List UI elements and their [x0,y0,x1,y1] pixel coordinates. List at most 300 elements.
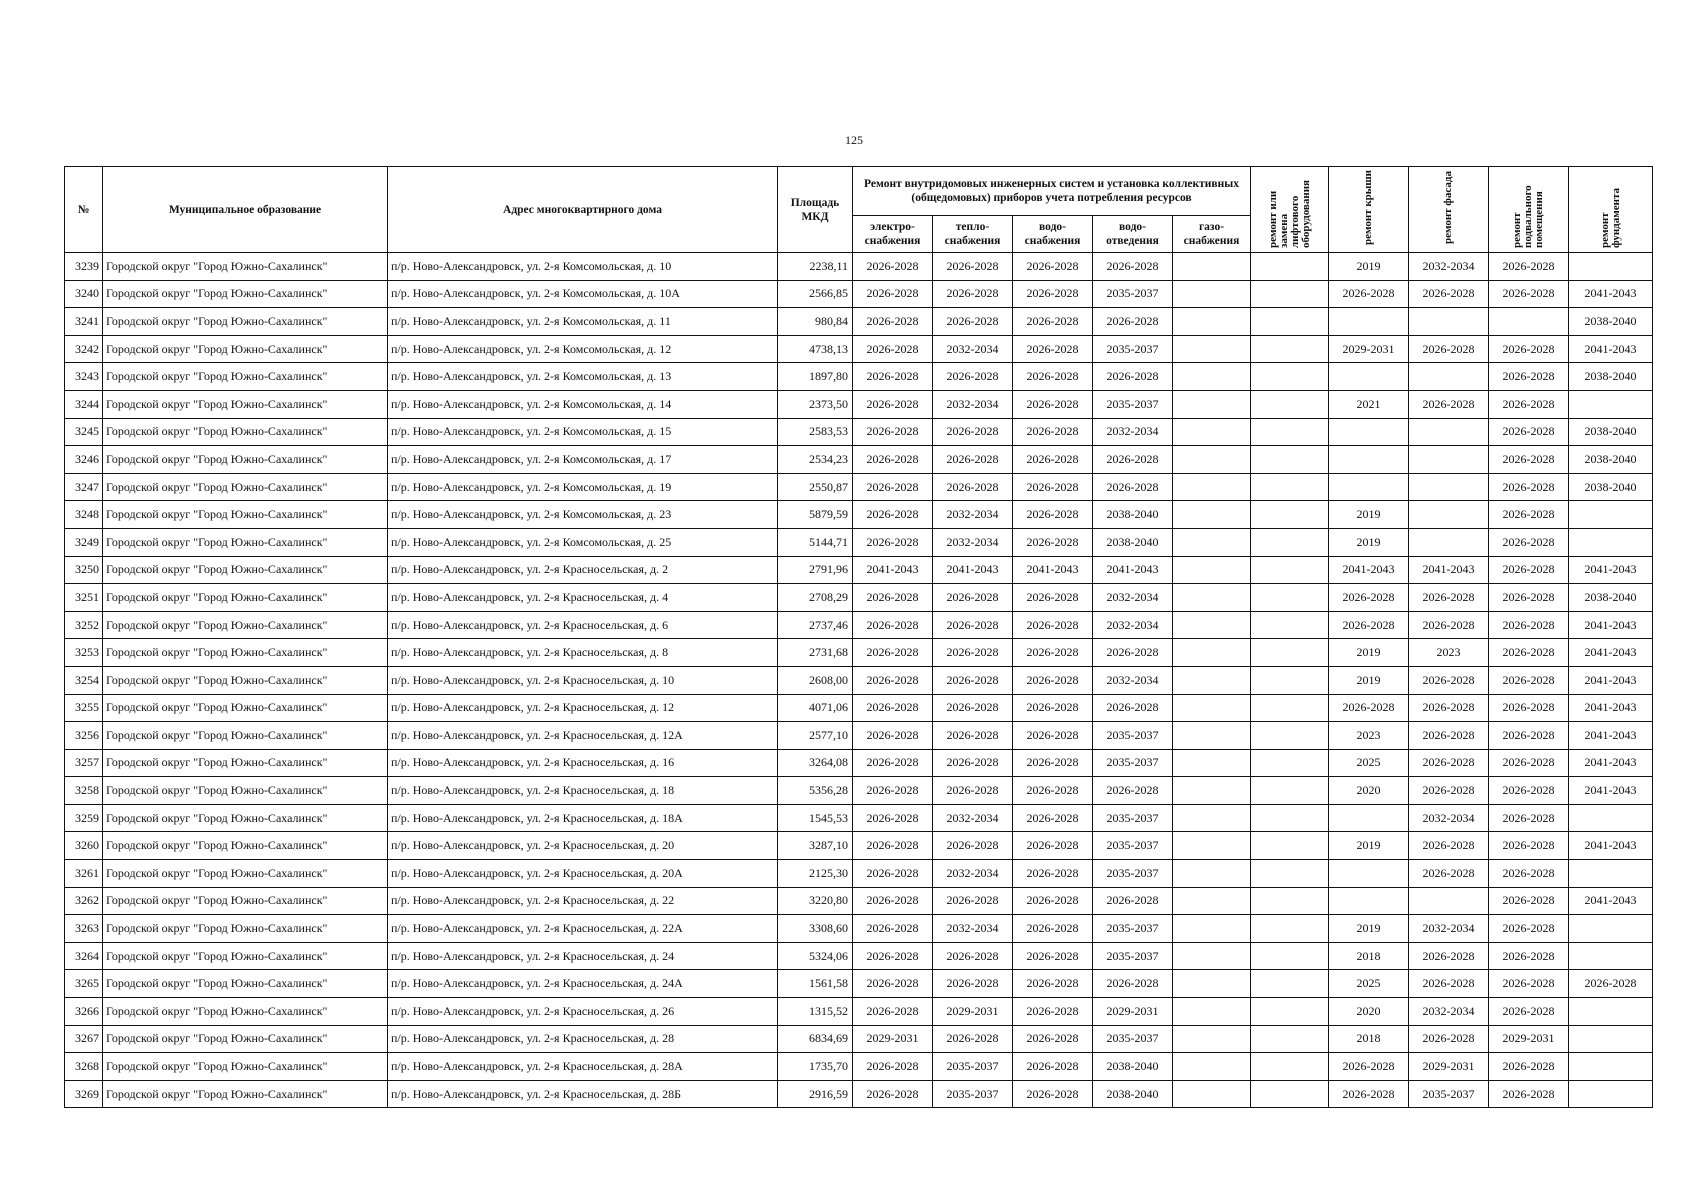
elevator-cell [1251,308,1329,336]
facade-cell [1409,446,1489,474]
municipality-cell: Городской округ "Город Южно-Сахалинск" [103,804,388,832]
area-cell: 3287,10 [778,832,853,860]
foundation-cell: 2041-2043 [1569,749,1653,777]
water-cell: 2026-2028 [1013,970,1093,998]
foundation-cell [1569,998,1653,1026]
facade-cell: 2026-2028 [1409,749,1489,777]
facade-cell: 2041-2043 [1409,556,1489,584]
heat-cell: 2026-2028 [933,970,1013,998]
table-row [65,915,1653,943]
roof-cell: 2018 [1329,1025,1409,1053]
electric-cell: 2026-2028 [853,335,933,363]
basement-cell: 2026-2028 [1489,528,1569,556]
heat-cell: 2026-2028 [933,639,1013,667]
roof-cell: 2019 [1329,253,1409,281]
municipality-cell: Городской округ "Город Южно-Сахалинск" [103,970,388,998]
municipality-cell: Городской округ "Город Южно-Сахалинск" [103,749,388,777]
area-cell: 2577,10 [778,722,853,750]
header-drainage: водо- отведения [1093,216,1173,253]
table-row [65,1025,1653,1053]
facade-cell: 2026-2028 [1409,777,1489,805]
foundation-cell: 2041-2043 [1569,335,1653,363]
gas-cell [1173,887,1251,915]
area-cell: 4071,06 [778,694,853,722]
gas-cell [1173,942,1251,970]
roof-cell: 2020 [1329,998,1409,1026]
address-cell: п/р. Ново-Александровск, ул. 2-я Красносельская, д. 28А [388,1053,778,1081]
drainage-cell: 2035-2037 [1093,335,1173,363]
foundation-cell [1569,1053,1653,1081]
foundation-cell: 2041-2043 [1569,722,1653,750]
electric-cell: 2026-2028 [853,777,933,805]
row-number: 3251 [65,584,103,612]
table-row [65,335,1653,363]
gas-cell [1173,584,1251,612]
address-cell: п/р. Ново-Александровск, ул. 2-я Красносельская, д. 6 [388,611,778,639]
heat-cell: 2026-2028 [933,308,1013,336]
water-cell: 2026-2028 [1013,473,1093,501]
basement-cell: 2026-2028 [1489,777,1569,805]
address-cell: п/р. Ново-Александровск, ул. 2-я Красносельская, д. 26 [388,998,778,1026]
facade-cell [1409,473,1489,501]
elevator-cell [1251,528,1329,556]
heat-cell: 2026-2028 [933,694,1013,722]
elevator-cell [1251,915,1329,943]
water-cell: 2026-2028 [1013,1053,1093,1081]
municipality-cell: Городской округ "Город Южно-Сахалинск" [103,611,388,639]
heat-cell: 2026-2028 [933,418,1013,446]
gas-cell [1173,666,1251,694]
elevator-cell [1251,970,1329,998]
facade-cell: 2026-2028 [1409,970,1489,998]
gas-cell [1173,1080,1251,1108]
basement-cell: 2026-2028 [1489,446,1569,474]
drainage-cell: 2035-2037 [1093,722,1173,750]
drainage-cell: 2026-2028 [1093,887,1173,915]
drainage-cell: 2026-2028 [1093,473,1173,501]
facade-cell: 2026-2028 [1409,584,1489,612]
facade-cell: 2026-2028 [1409,280,1489,308]
foundation-cell: 2038-2040 [1569,473,1653,501]
foundation-cell [1569,501,1653,529]
row-number: 3254 [65,666,103,694]
drainage-cell: 2026-2028 [1093,694,1173,722]
foundation-cell: 2041-2043 [1569,280,1653,308]
row-number: 3264 [65,942,103,970]
electric-cell: 2026-2028 [853,308,933,336]
heat-cell: 2032-2034 [933,335,1013,363]
facade-cell: 2026-2028 [1409,335,1489,363]
foundation-cell [1569,942,1653,970]
row-number: 3255 [65,694,103,722]
basement-cell: 2026-2028 [1489,253,1569,281]
row-number: 3244 [65,390,103,418]
foundation-cell [1569,253,1653,281]
basement-cell: 2026-2028 [1489,666,1569,694]
row-number: 3242 [65,335,103,363]
municipality-cell: Городской округ "Город Южно-Сахалинск" [103,694,388,722]
row-number: 3256 [65,722,103,750]
drainage-cell: 2038-2040 [1093,528,1173,556]
row-number: 3253 [65,639,103,667]
drainage-cell: 2035-2037 [1093,1025,1173,1053]
heat-cell: 2035-2037 [933,1080,1013,1108]
roof-cell: 2020 [1329,777,1409,805]
header-electric: электро- снабжения [853,216,933,253]
drainage-cell: 2032-2034 [1093,611,1173,639]
header-num: № [65,167,103,253]
water-cell: 2026-2028 [1013,390,1093,418]
heat-cell: 2032-2034 [933,860,1013,888]
address-cell: п/р. Ново-Александровск, ул. 2-я Красносельская, д. 28Б [388,1080,778,1108]
table-row [65,280,1653,308]
address-cell: п/р. Ново-Александровск, ул. 2-я Комсомольская, д. 12 [388,335,778,363]
municipality-cell: Городской округ "Город Южно-Сахалинск" [103,253,388,281]
area-cell: 5356,28 [778,777,853,805]
elevator-cell [1251,473,1329,501]
roof-cell [1329,446,1409,474]
header-elevator-label: ремонт или замена лифтового оборудования [1266,179,1312,248]
address-cell: п/р. Ново-Александровск, ул. 2-я Красносельская, д. 4 [388,584,778,612]
heat-cell: 2032-2034 [933,915,1013,943]
area-cell: 1561,58 [778,970,853,998]
foundation-cell: 2041-2043 [1569,694,1653,722]
page-number: 125 [845,133,863,147]
municipality-cell: Городской округ "Город Южно-Сахалинск" [103,418,388,446]
drainage-cell: 2038-2040 [1093,1053,1173,1081]
facade-cell [1409,887,1489,915]
facade-cell: 2026-2028 [1409,666,1489,694]
table-row [65,970,1653,998]
water-cell: 2026-2028 [1013,335,1093,363]
heat-cell: 2026-2028 [933,611,1013,639]
drainage-cell: 2032-2034 [1093,584,1173,612]
area-cell: 2916,59 [778,1080,853,1108]
heat-cell: 2032-2034 [933,528,1013,556]
elevator-cell [1251,501,1329,529]
electric-cell: 2029-2031 [853,1025,933,1053]
water-cell: 2026-2028 [1013,694,1093,722]
area-cell: 3308,60 [778,915,853,943]
header-area [778,167,853,253]
address-cell: п/р. Ново-Александровск, ул. 2-я Красносельская, д. 22А [388,915,778,943]
gas-cell [1173,418,1251,446]
water-cell: 2026-2028 [1013,860,1093,888]
heat-cell: 2026-2028 [933,749,1013,777]
table-row [65,749,1653,777]
table-row [65,308,1653,336]
header-gas: газо- снабжения [1173,216,1251,253]
header-roof [1329,167,1409,253]
address-cell: п/р. Ново-Александровск, ул. 2-я Комсомольская, д. 10 [388,253,778,281]
basement-cell: 2026-2028 [1489,611,1569,639]
heat-cell: 2026-2028 [933,722,1013,750]
heat-cell: 2026-2028 [933,832,1013,860]
roof-cell: 2025 [1329,970,1409,998]
drainage-cell: 2029-2031 [1093,998,1173,1026]
row-number: 3261 [65,860,103,888]
water-cell: 2026-2028 [1013,777,1093,805]
elevator-cell [1251,804,1329,832]
electric-cell: 2026-2028 [853,584,933,612]
address-cell: п/р. Ново-Александровск, ул. 2-я Красносельская, д. 8 [388,639,778,667]
table-row [65,1080,1653,1108]
roof-cell: 2018 [1329,942,1409,970]
electric-cell: 2026-2028 [853,666,933,694]
gas-cell [1173,639,1251,667]
facade-cell: 2032-2034 [1409,804,1489,832]
gas-cell [1173,1025,1251,1053]
electric-cell: 2026-2028 [853,860,933,888]
roof-cell: 2026-2028 [1329,584,1409,612]
facade-cell [1409,363,1489,391]
foundation-cell [1569,1080,1653,1108]
water-cell: 2026-2028 [1013,1025,1093,1053]
heat-cell: 2026-2028 [933,446,1013,474]
gas-cell [1173,694,1251,722]
area-cell: 5144,71 [778,528,853,556]
heat-cell: 2026-2028 [933,887,1013,915]
address-cell: п/р. Ново-Александровск, ул. 2-я Красносельская, д. 20 [388,832,778,860]
facade-cell: 2026-2028 [1409,611,1489,639]
elevator-cell [1251,860,1329,888]
heat-cell: 2026-2028 [933,942,1013,970]
elevator-cell [1251,556,1329,584]
municipality-cell: Городской округ "Город Южно-Сахалинск" [103,666,388,694]
area-cell: 3220,80 [778,887,853,915]
roof-cell: 2019 [1329,832,1409,860]
header-roof-label: ремонт крыши [1362,169,1375,245]
municipality-cell: Городской округ "Город Южно-Сахалинск" [103,1025,388,1053]
municipality-cell: Городской округ "Город Южно-Сахалинск" [103,501,388,529]
basement-cell: 2026-2028 [1489,639,1569,667]
heat-cell: 2029-2031 [933,998,1013,1026]
header-facade-label: ремонт фасада [1442,170,1455,245]
row-number: 3246 [65,446,103,474]
row-number: 3262 [65,887,103,915]
heat-cell: 2026-2028 [933,253,1013,281]
facade-cell [1409,501,1489,529]
area-cell: 2566,85 [778,280,853,308]
basement-cell: 2026-2028 [1489,501,1569,529]
elevator-cell [1251,335,1329,363]
heat-cell: 2026-2028 [933,1025,1013,1053]
elevator-cell [1251,722,1329,750]
table-row [65,390,1653,418]
foundation-cell: 2038-2040 [1569,446,1653,474]
gas-cell [1173,970,1251,998]
electric-cell: 2026-2028 [853,501,933,529]
area-cell: 3264,08 [778,749,853,777]
facade-cell [1409,308,1489,336]
elevator-cell [1251,749,1329,777]
gas-cell [1173,722,1251,750]
elevator-cell [1251,666,1329,694]
table-body [65,253,1653,1108]
table-row [65,942,1653,970]
elevator-cell [1251,998,1329,1026]
table-row [65,639,1653,667]
water-cell: 2026-2028 [1013,446,1093,474]
header-basement-label: ремонт подвального помещения [1511,184,1546,248]
row-number: 3239 [65,253,103,281]
header-basement [1489,167,1569,253]
elevator-cell [1251,639,1329,667]
water-cell: 2026-2028 [1013,942,1093,970]
basement-cell: 2026-2028 [1489,1080,1569,1108]
heat-cell: 2032-2034 [933,390,1013,418]
roof-cell [1329,308,1409,336]
municipality-cell: Городской округ "Город Южно-Сахалинск" [103,998,388,1026]
drainage-cell: 2032-2034 [1093,418,1173,446]
municipality-cell: Городской округ "Город Южно-Сахалинск" [103,915,388,943]
row-number: 3245 [65,418,103,446]
elevator-cell [1251,418,1329,446]
roof-cell: 2025 [1329,749,1409,777]
electric-cell: 2026-2028 [853,694,933,722]
electric-cell: 2026-2028 [853,280,933,308]
roof-cell: 2026-2028 [1329,1053,1409,1081]
heat-cell: 2026-2028 [933,666,1013,694]
roof-cell [1329,804,1409,832]
water-cell: 2026-2028 [1013,501,1093,529]
address-cell: п/р. Ново-Александровск, ул. 2-я Красносельская, д. 22 [388,887,778,915]
municipality-cell: Городской округ "Город Южно-Сахалинск" [103,832,388,860]
drainage-cell: 2035-2037 [1093,860,1173,888]
elevator-cell [1251,1053,1329,1081]
water-cell: 2026-2028 [1013,253,1093,281]
basement-cell [1489,308,1569,336]
elevator-cell [1251,887,1329,915]
gas-cell [1173,253,1251,281]
foundation-cell [1569,390,1653,418]
electric-cell: 2026-2028 [853,390,933,418]
water-cell: 2026-2028 [1013,887,1093,915]
row-number: 3240 [65,280,103,308]
gas-cell [1173,749,1251,777]
address-cell: п/р. Ново-Александровск, ул. 2-я Комсомольская, д. 13 [388,363,778,391]
basement-cell: 2026-2028 [1489,887,1569,915]
basement-cell: 2026-2028 [1489,722,1569,750]
foundation-cell [1569,804,1653,832]
drainage-cell: 2035-2037 [1093,942,1173,970]
table-row [65,804,1653,832]
elevator-cell [1251,942,1329,970]
electric-cell: 2026-2028 [853,363,933,391]
address-cell: п/р. Ново-Александровск, ул. 2-я Красносельская, д. 10 [388,666,778,694]
table-row [65,446,1653,474]
electric-cell: 2026-2028 [853,942,933,970]
water-cell: 2026-2028 [1013,528,1093,556]
row-number: 3257 [65,749,103,777]
address-cell: п/р. Ново-Александровск, ул. 2-я Красносельская, д. 24 [388,942,778,970]
drainage-cell: 2035-2037 [1093,749,1173,777]
area-cell: 5324,06 [778,942,853,970]
municipality-cell: Городской округ "Город Южно-Сахалинск" [103,722,388,750]
header-water: водо- снабжения [1013,216,1093,253]
drainage-cell: 2035-2037 [1093,280,1173,308]
drainage-cell: 2026-2028 [1093,253,1173,281]
facade-cell: 2026-2028 [1409,860,1489,888]
drainage-cell: 2032-2034 [1093,666,1173,694]
roof-cell: 2026-2028 [1329,280,1409,308]
facade-cell: 2032-2034 [1409,998,1489,1026]
repair-schedule-table [64,166,1653,1108]
municipality-cell: Городской округ "Город Южно-Сахалинск" [103,390,388,418]
municipality-cell: Городской округ "Город Южно-Сахалинск" [103,556,388,584]
municipality-cell: Городской округ "Город Южно-Сахалинск" [103,528,388,556]
municipality-cell: Городской округ "Город Южно-Сахалинск" [103,473,388,501]
gas-cell [1173,446,1251,474]
drainage-cell: 2035-2037 [1093,804,1173,832]
roof-cell [1329,473,1409,501]
facade-cell: 2026-2028 [1409,722,1489,750]
facade-cell: 2026-2028 [1409,942,1489,970]
municipality-cell: Городской округ "Город Южно-Сахалинск" [103,280,388,308]
table-row [65,694,1653,722]
gas-cell [1173,363,1251,391]
table-row [65,887,1653,915]
heat-cell: 2026-2028 [933,473,1013,501]
table-row [65,611,1653,639]
electric-cell: 2041-2043 [853,556,933,584]
municipality-cell: Городской округ "Город Южно-Сахалинск" [103,308,388,336]
drainage-cell: 2026-2028 [1093,363,1173,391]
foundation-cell: 2041-2043 [1569,777,1653,805]
roof-cell: 2026-2028 [1329,1080,1409,1108]
heat-cell: 2026-2028 [933,777,1013,805]
roof-cell [1329,418,1409,446]
basement-cell: 2026-2028 [1489,280,1569,308]
gas-cell [1173,1053,1251,1081]
area-cell: 1897,80 [778,363,853,391]
water-cell: 2026-2028 [1013,584,1093,612]
row-number: 3259 [65,804,103,832]
roof-cell: 2019 [1329,915,1409,943]
elevator-cell [1251,390,1329,418]
electric-cell: 2026-2028 [853,253,933,281]
roof-cell: 2019 [1329,528,1409,556]
area-cell: 2238,11 [778,253,853,281]
heat-cell: 2026-2028 [933,363,1013,391]
foundation-cell: 2041-2043 [1569,639,1653,667]
row-number: 3265 [65,970,103,998]
address-cell: п/р. Ново-Александровск, ул. 2-я Красносельская, д. 28 [388,1025,778,1053]
foundation-cell: 2041-2043 [1569,611,1653,639]
gas-cell [1173,501,1251,529]
address-cell: п/р. Ново-Александровск, ул. 2-я Комсомольская, д. 23 [388,501,778,529]
table-row [65,777,1653,805]
municipality-cell: Городской округ "Город Южно-Сахалинск" [103,639,388,667]
area-cell: 1735,70 [778,1053,853,1081]
roof-cell: 2021 [1329,390,1409,418]
area-cell: 1545,53 [778,804,853,832]
basement-cell: 2026-2028 [1489,804,1569,832]
area-cell: 4738,13 [778,335,853,363]
table-row [65,998,1653,1026]
header-area-line2: МКД [801,210,829,223]
address-cell: п/р. Ново-Александровск, ул. 2-я Красносельская, д. 12 [388,694,778,722]
facade-cell [1409,528,1489,556]
electric-cell: 2026-2028 [853,887,933,915]
electric-cell: 2026-2028 [853,970,933,998]
heat-cell: 2041-2043 [933,556,1013,584]
area-cell: 2125,30 [778,860,853,888]
electric-cell: 2026-2028 [853,528,933,556]
gas-cell [1173,556,1251,584]
water-cell: 2026-2028 [1013,639,1093,667]
header-foundation-label: ремонт фундамента [1598,187,1622,248]
